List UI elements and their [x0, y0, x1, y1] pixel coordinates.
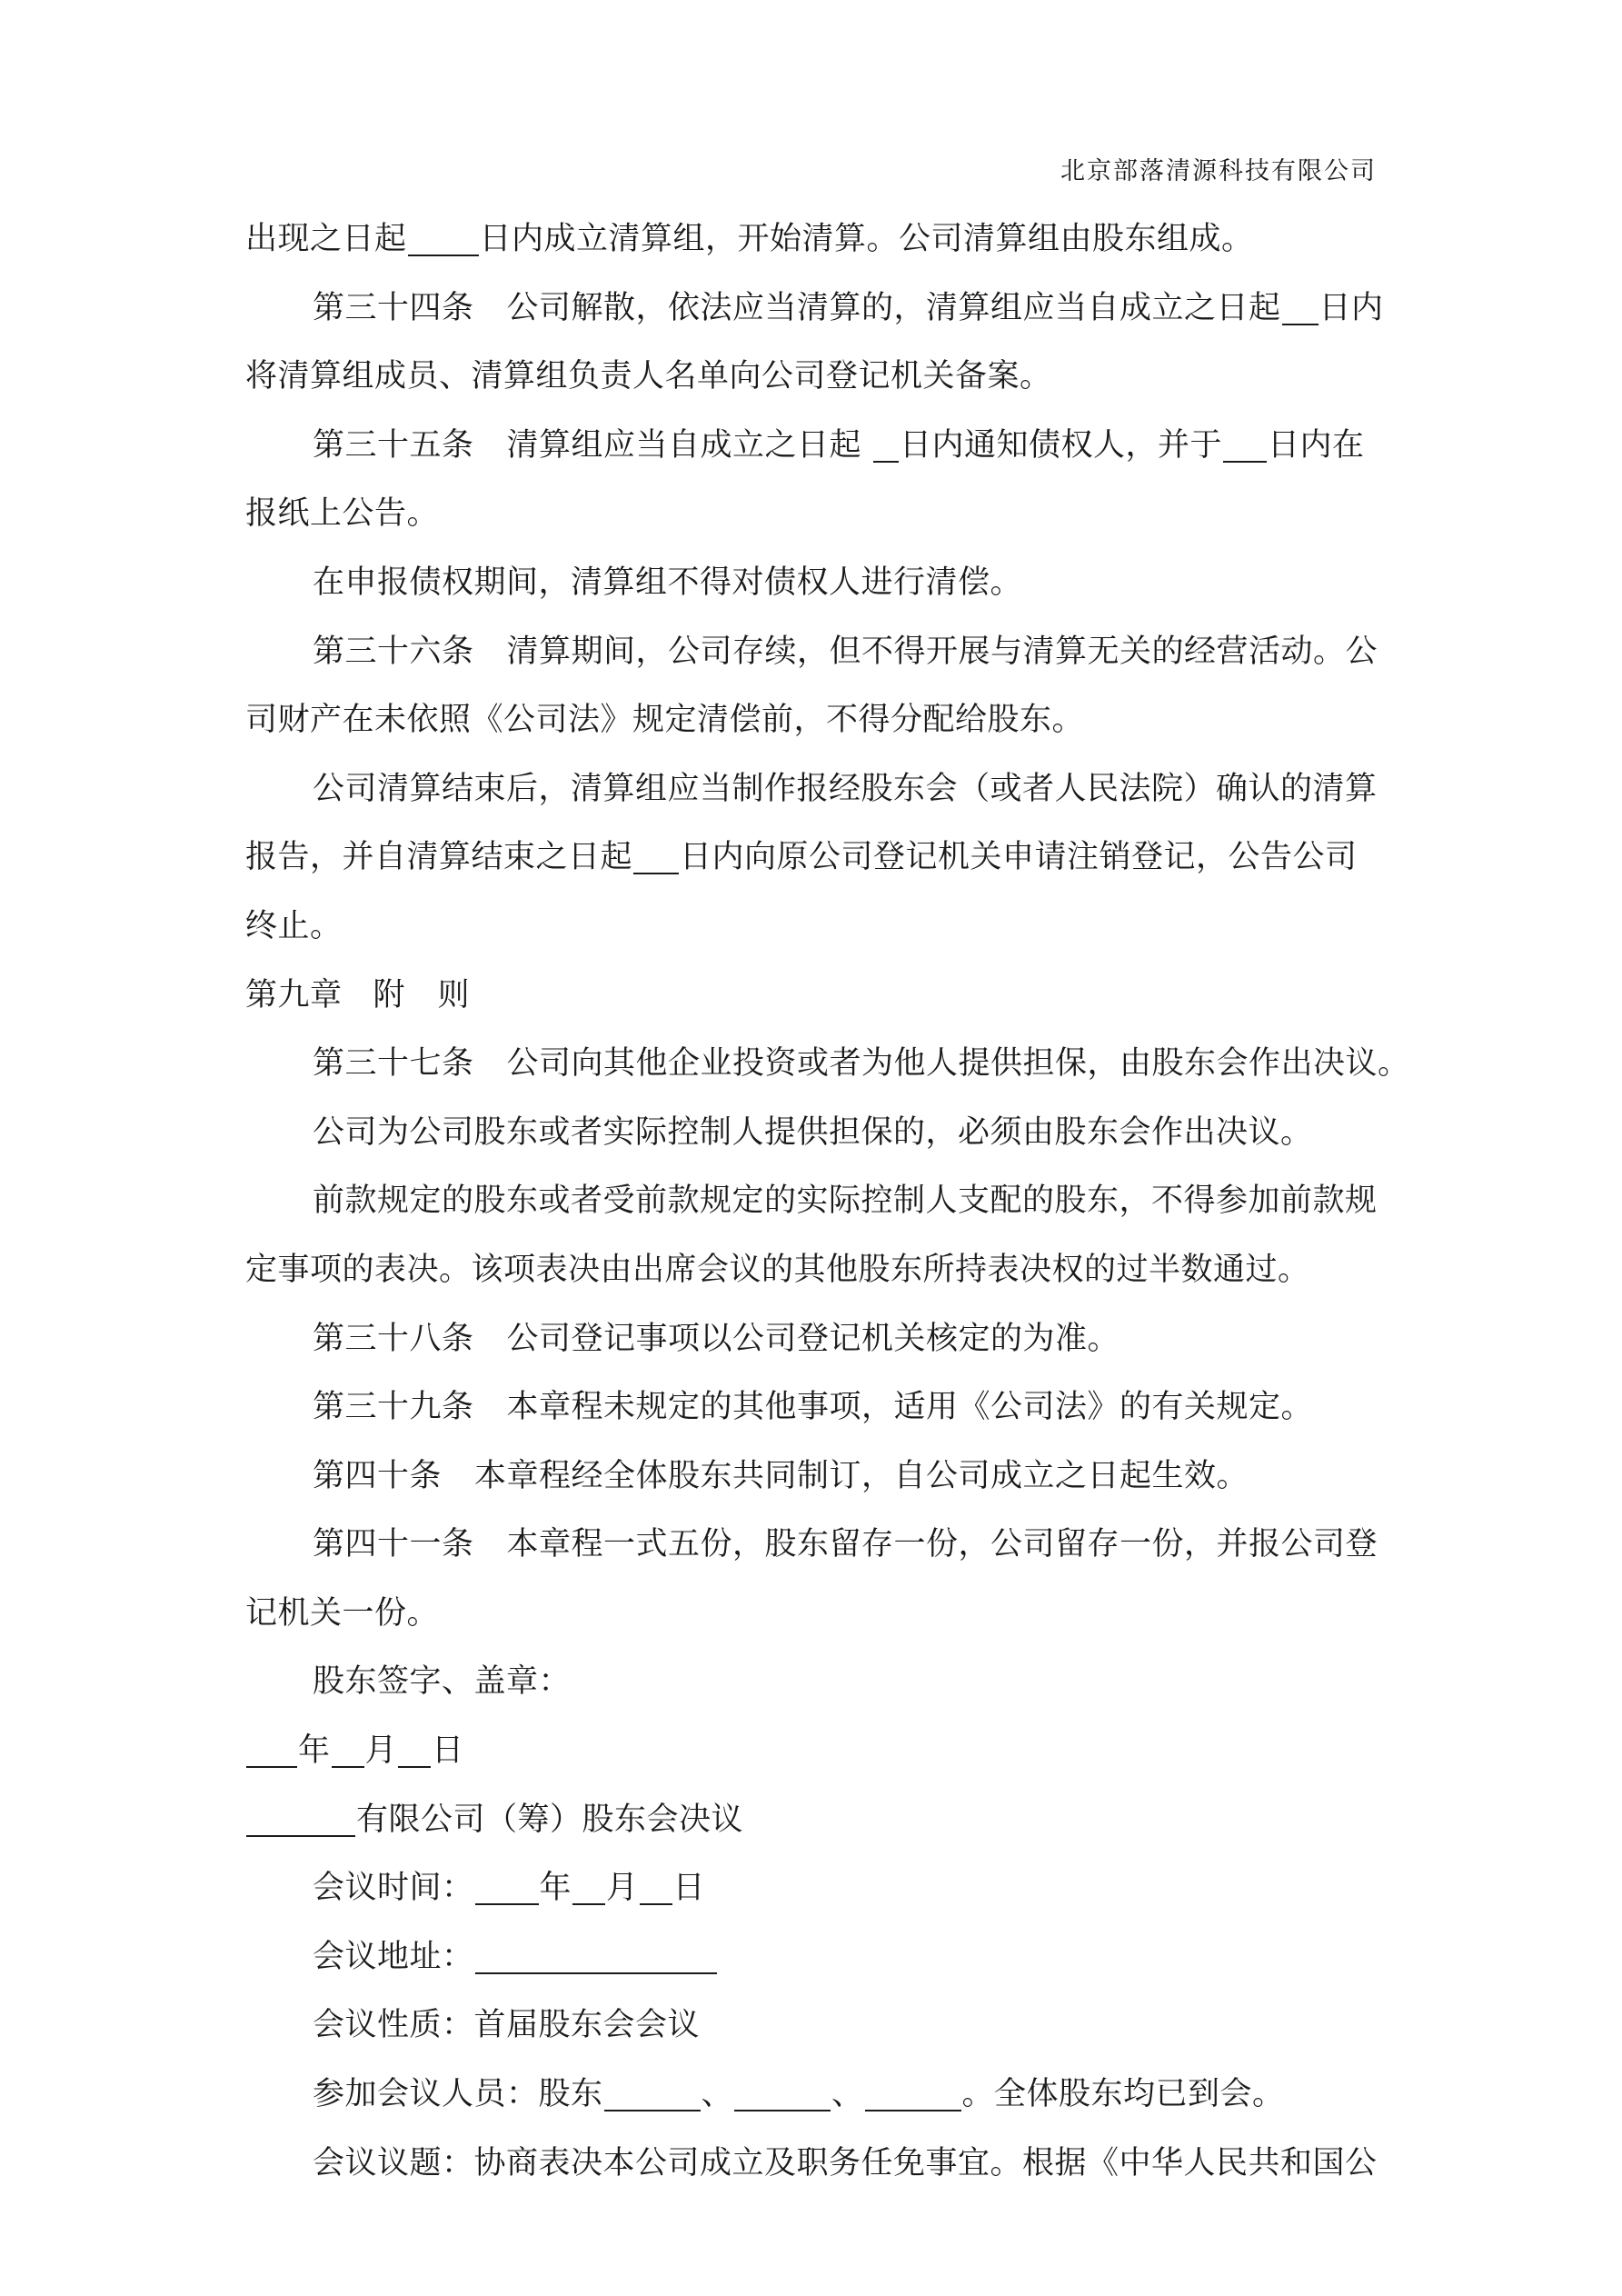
- article-number: 第四十一条: [313, 1526, 474, 1563]
- blank-underline: [865, 2110, 961, 2111]
- blank-underline: [475, 1972, 717, 1974]
- blank-underline: [398, 1766, 431, 1768]
- article-number: 第三十九条: [313, 1389, 474, 1426]
- article-39: 第三十九条 本章程未规定的其他事项，适用《公司法》的有关规定。: [313, 1389, 1314, 1426]
- paragraph: 前款规定的股东或者受前款规定的实际控制人支配的股东，不得参加前款规: [313, 1183, 1378, 1220]
- blank-underline: [1223, 461, 1267, 463]
- page-header-company: 北京部落清源科技有限公司: [1060, 157, 1377, 185]
- article-number: 第三十四条: [313, 289, 474, 326]
- blank-underline: [332, 1766, 364, 1768]
- signature-label: 股东签字、盖章：: [313, 1663, 572, 1701]
- blank-underline: [475, 1903, 539, 1905]
- blank-underline: [734, 2110, 831, 2111]
- blank-underline: [246, 1766, 297, 1768]
- article-number: 第三十六条: [313, 633, 474, 670]
- blank-underline: [572, 1903, 605, 1905]
- blank-underline: [408, 255, 479, 256]
- chapter-number: 第九章: [245, 976, 343, 1013]
- chapter-title: 附 则: [373, 976, 471, 1013]
- meeting-address: 会议地址：: [245, 1923, 1381, 1992]
- article-34: 第三十四条 公司解散，依法应当清算的，清算组应当自成立之日起 日内: [313, 289, 1384, 326]
- document-body: [245, 205, 1410, 2198]
- article-number: 第四十条: [313, 1457, 443, 1494]
- meeting-time: 会议时间： 年 月 日: [313, 1870, 706, 1907]
- text-line: 记机关一份。: [245, 1594, 440, 1632]
- article-38: 第三十八条 公司登记事项以公司登记机关核定的为准。: [313, 1320, 1120, 1357]
- text-line: 报纸上公告。: [245, 495, 440, 533]
- text-line: 司财产在未依照《公司法》规定清偿前，不得分配给股东。: [245, 702, 1085, 739]
- blank-underline: [640, 1903, 672, 1905]
- article-36: 第三十六条 清算期间，公司存续，但不得开展与清算无关的经营活动。公: [313, 633, 1378, 670]
- meeting-attendees: 参加会议人员：股东 、 、 。全体股东均已到会。: [313, 2076, 1285, 2113]
- text-line: 定事项的表决。该项表决由出席会议的其他股东所持表决权的过半数通过。: [245, 1251, 1310, 1288]
- article-41: 第四十一条 本章程一式五份，股东留存一份，公司留存一份，并报公司登: [313, 1526, 1378, 1563]
- blank-underline: [604, 2110, 701, 2111]
- article-number: 第三十八条: [313, 1320, 474, 1357]
- blank-underline: [246, 1835, 355, 1837]
- paragraph: 公司清算结束后，清算组应当制作报经股东会（或者人民法院）确认的清算: [313, 770, 1378, 807]
- article-number: 第三十五条: [313, 426, 474, 464]
- article-40: 第四十条 本章程经全体股东共同制订，自公司成立之日起生效。: [313, 1457, 1249, 1494]
- chapter-heading: [245, 962, 1381, 1031]
- text-line: 出现之日起 日内成立清算组，开始清算。公司清算组由股东组成。: [245, 221, 1254, 257]
- blank-underline: [633, 873, 679, 874]
- date-line: 年 月 日: [245, 1717, 1381, 1786]
- resolution-title: 有限公司（筹）股东会决议: [245, 1786, 1381, 1855]
- text-line: 终止。: [245, 907, 343, 944]
- article-37: 第三十七条 公司向其他企业投资或者为他人提供担保，由股东会作出决议。: [313, 1045, 1410, 1083]
- text-line: 报告，并自清算结束之日起 日内向原公司登记机关申请注销登记，公告公司: [245, 839, 1358, 876]
- meeting-topic: 会议议题：协商表决本公司成立及职务任免事宜。根据《中华人民共和国公: [313, 2144, 1378, 2181]
- paragraph: 在申报债权期间，清算组不得对债权人进行清偿。: [313, 564, 1023, 601]
- article-35: 第三十五条 清算组应当自成立之日起 日内通知债权人，并于 日内在: [313, 426, 1365, 464]
- blank-underline: [1282, 324, 1318, 325]
- text-line: 将清算组成员、清算组负责人名单向公司登记机关备案。: [245, 358, 1052, 395]
- blank-underline: [873, 461, 899, 463]
- article-number: 第三十七条: [313, 1045, 474, 1083]
- meeting-nature: 会议性质：首届股东会会议: [313, 2007, 701, 2044]
- paragraph: 公司为公司股东或者实际控制人提供担保的，必须由股东会作出决议。: [313, 1113, 1313, 1151]
